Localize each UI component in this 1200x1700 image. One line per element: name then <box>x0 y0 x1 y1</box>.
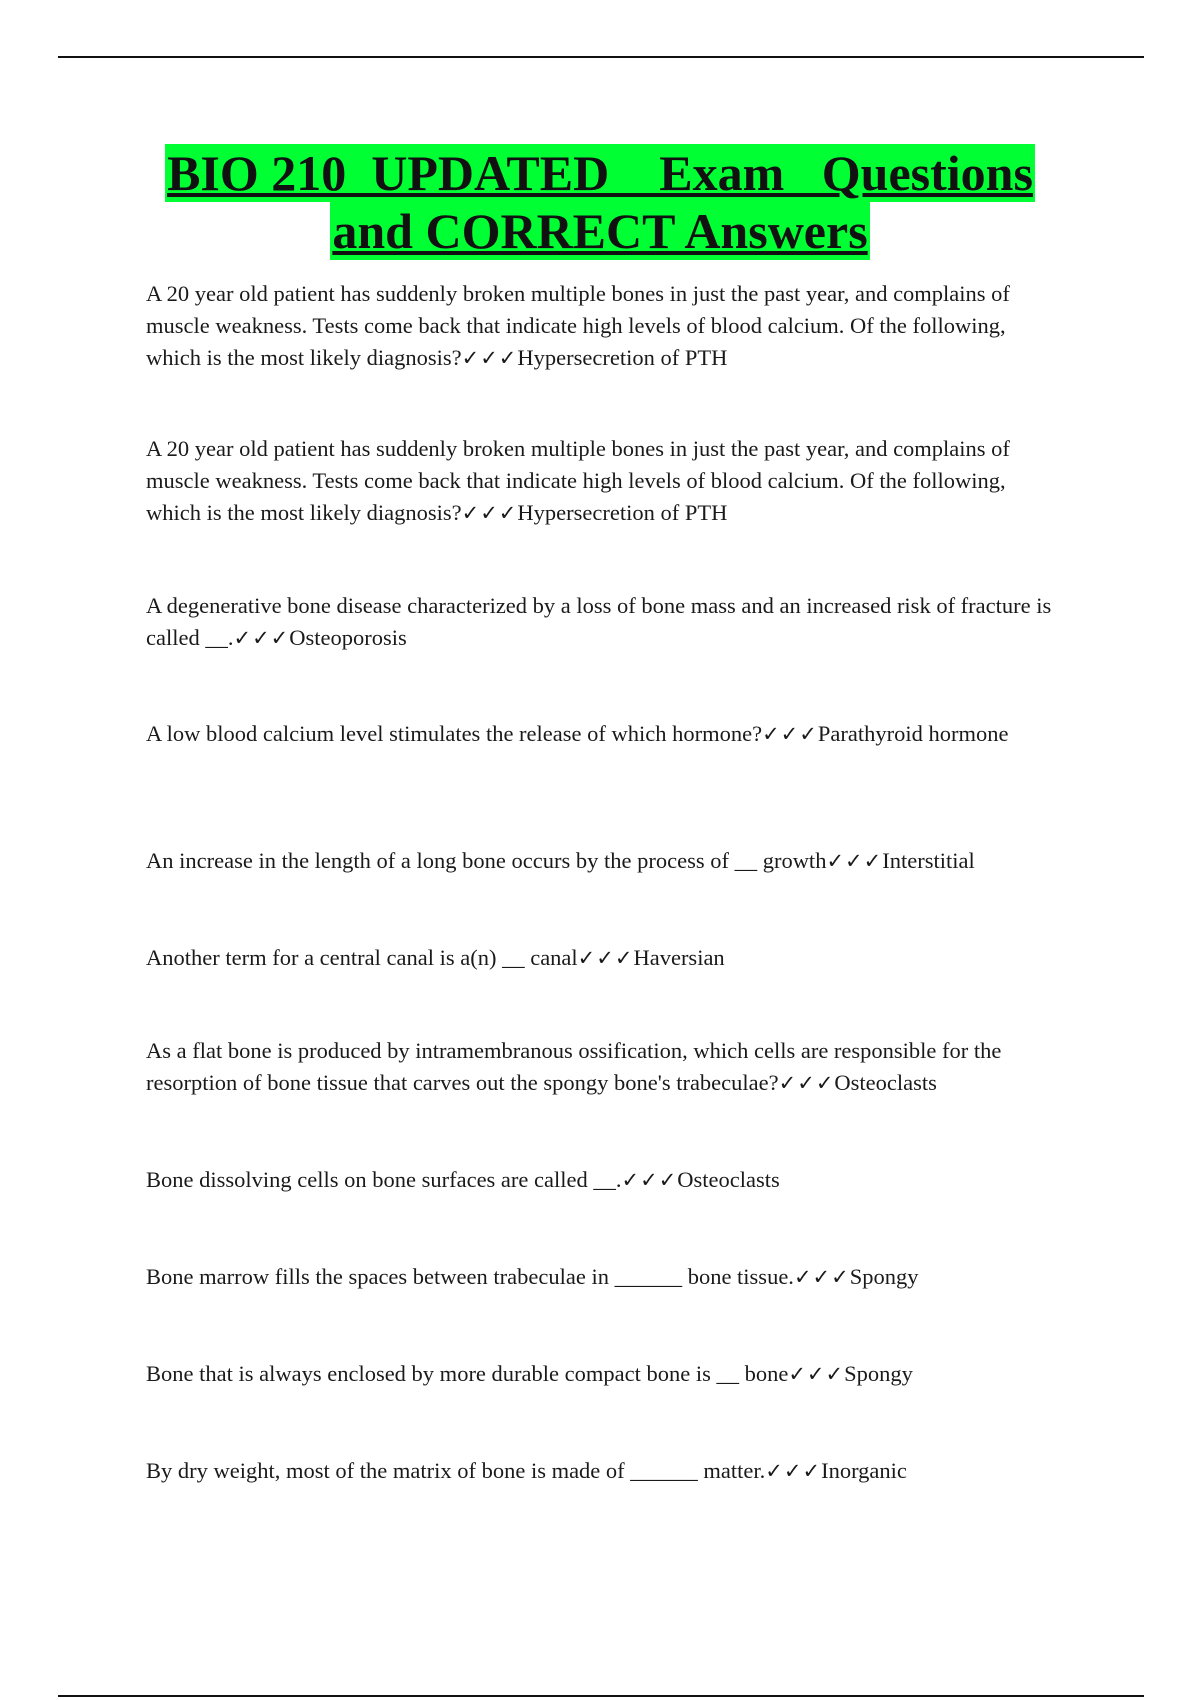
answer-text: Osteoclasts <box>677 1167 780 1192</box>
qa-item <box>146 433 1066 529</box>
check-marks-icon: ✓✓✓ <box>621 1168 678 1192</box>
question-text: A 20 year old patient has suddenly broken multiple bones in just the past year, and complains of muscle weakness. Tests come back that indicate high levels of blood calcium. Of the following, which is the most likely diagnosis? <box>146 436 1010 525</box>
qa-item <box>146 845 1066 877</box>
qa-item <box>146 1455 1066 1487</box>
qa-item <box>146 1261 1066 1293</box>
question-text: Another term for a central canal is a(n) __ canal <box>146 945 578 970</box>
question-text: By dry weight, most of the matrix of bone is made of ______ matter. <box>146 1458 766 1483</box>
question-text: A degenerative bone disease characterized by a loss of bone mass and an increased risk of fracture is called __. <box>146 593 1052 650</box>
answer-text: Interstitial <box>882 848 975 873</box>
question-text: As a flat bone is produced by intramembranous ossification, which cells are responsible for the resorption of bone tissue that carves out the spongy bone's trabeculae? <box>146 1038 1002 1095</box>
qa-item <box>146 278 1066 374</box>
title-line-2: and CORRECT Answers <box>332 203 868 259</box>
answer-text: Hypersecretion of PTH <box>517 500 728 525</box>
answer-text: Hypersecretion of PTH <box>517 345 728 370</box>
check-marks-icon: ✓✓✓ <box>233 626 290 650</box>
check-marks-icon: ✓✓✓ <box>461 346 518 370</box>
question-text: A low blood calcium level stimulates the release of which hormone? <box>146 721 763 746</box>
check-marks-icon: ✓✓✓ <box>765 1459 822 1483</box>
question-text: Bone marrow fills the spaces between trabeculae in ______ bone tissue. <box>146 1264 794 1289</box>
qa-item <box>146 1164 1066 1196</box>
check-marks-icon: ✓✓✓ <box>778 1071 835 1095</box>
answer-text: Spongy <box>844 1361 913 1386</box>
check-marks-icon: ✓✓✓ <box>793 1265 850 1289</box>
check-marks-icon: ✓✓✓ <box>577 946 634 970</box>
question-text: A 20 year old patient has suddenly broken multiple bones in just the past year, and complains of muscle weakness. Tests come back that indicate high levels of blood calcium. Of the following, which is the most likely diagnosis? <box>146 281 1010 370</box>
footer-rule <box>58 1695 1144 1697</box>
answer-text: Haversian <box>633 945 725 970</box>
answer-text: Inorganic <box>821 1458 907 1483</box>
answer-text: Parathyroid hormone <box>817 721 1009 746</box>
answer-text: Spongy <box>849 1264 919 1289</box>
qa-item <box>146 718 1066 750</box>
check-marks-icon: ✓✓✓ <box>788 1362 845 1386</box>
document-title <box>0 144 1200 260</box>
question-text: Bone dissolving cells on bone surfaces are called __. <box>146 1167 622 1192</box>
header-rule <box>58 56 1144 58</box>
qa-item <box>146 590 1066 654</box>
question-text: Bone that is always enclosed by more durable compact bone is __ bone <box>146 1361 789 1386</box>
qa-item <box>146 1035 1066 1099</box>
question-text: An increase in the length of a long bone occurs by the process of __ growth <box>146 848 827 873</box>
check-marks-icon: ✓✓✓ <box>461 501 518 525</box>
answer-text: Osteoclasts <box>834 1070 937 1095</box>
answer-text: Osteoporosis <box>289 625 407 650</box>
qa-item <box>146 1358 1066 1390</box>
check-marks-icon: ✓✓✓ <box>762 722 818 746</box>
check-marks-icon: ✓✓✓ <box>826 849 883 873</box>
title-line-1: BIO 210 UPDATED Exam Questions <box>167 145 1033 201</box>
qa-item <box>146 942 1066 974</box>
